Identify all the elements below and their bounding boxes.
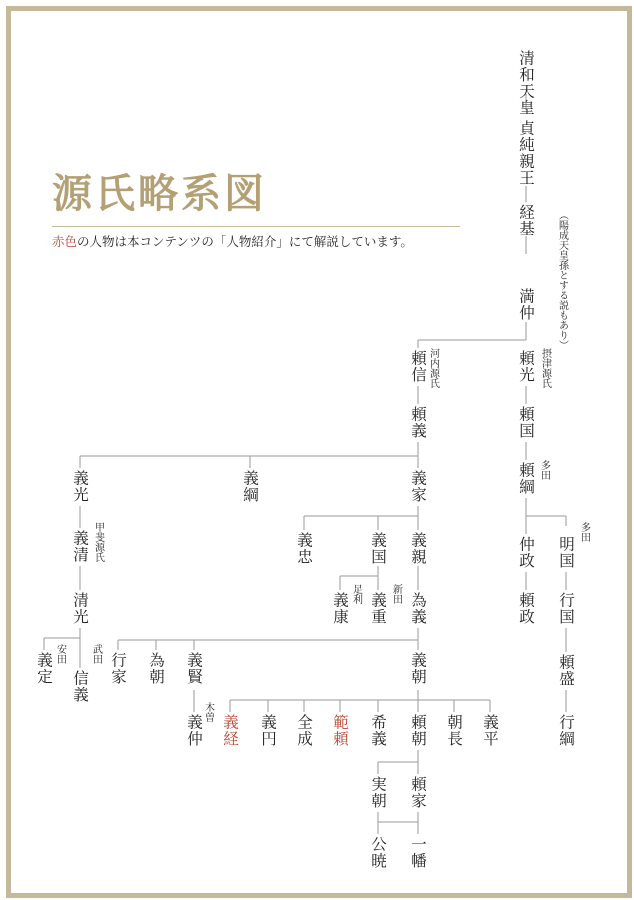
note-takeda: 武田 [90,644,102,664]
note-tada-1: 多田 [538,460,550,480]
person-yorinobu: 頼信 [409,350,427,383]
person-sadazumi-shinno: 貞純親王 [517,120,535,186]
person-yorimitsu: 頼光 [517,350,535,383]
person-mitsunaka: 満仲 [517,288,535,321]
person-yukiie: 行家 [109,652,127,685]
person-yoshikata: 義賢 [185,652,203,685]
person-akikuni: 明国 [557,536,575,569]
person-yoshikuni: 義国 [369,532,387,565]
person-yorikuni: 頼国 [517,406,535,439]
person-yorimasa: 頼政 [517,592,535,625]
person-mareyoshi: 希義 [369,714,387,747]
person-yoshiie: 義家 [409,470,427,503]
person-zenjo: 全成 [295,714,313,747]
note-yasuda: 安田 [54,644,66,664]
person-noriyori: 範頼 [331,714,349,747]
person-yoshitada: 義忠 [295,532,313,565]
person-yorimori: 頼盛 [557,654,575,687]
person-tomonaga: 朝長 [445,714,463,747]
person-seiwa-tenno: 清和天皇 [517,50,535,116]
person-yoritomo: 頼朝 [409,714,427,747]
person-tameyoshi: 為義 [409,592,427,625]
note-settsu-genji: 摂津源氏 [539,348,551,388]
person-kiyomitsu: 清光 [71,592,89,625]
note-nitta: 新田 [390,584,402,604]
person-nakamasa: 仲政 [517,536,535,569]
person-yoshimitsu: 義光 [71,470,89,503]
person-nobuyoshi: 信義 [71,670,89,703]
note-tada-2: 多田 [578,522,590,542]
person-yoshihira: 義平 [481,714,499,747]
person-yoritsuna: 頼綱 [517,462,535,495]
person-tametomo: 為朝 [147,652,165,685]
note-kawachi-genji: 河内源氏 [427,348,439,388]
person-yoshishige: 義重 [369,592,387,625]
person-yoshichika: 義親 [409,532,427,565]
person-yoshisada: 義定 [35,652,53,685]
legend-highlight: 赤色 [52,234,78,249]
person-yoshitsuna: 義綱 [241,470,259,503]
note-kiso: 木曽 [202,702,214,722]
legend-text: の人物は本コンテンツの「人物紹介」にて解説しています。 [77,234,413,249]
person-yoshitomo: 義朝 [409,652,427,685]
person-yukitsuna: 行綱 [557,714,575,747]
page-title: 源氏略系図 [52,170,267,217]
person-sanetomo: 実朝 [369,776,387,809]
note-kai-genji: 甲斐源氏 [92,522,104,562]
person-gien: 義円 [259,714,277,747]
person-kugyo: 公暁 [369,836,387,869]
note-ashikaga: 足利 [350,584,362,604]
person-yoshitsune: 義経 [221,714,239,747]
note-seiwa-lineage: （陽成天皇孫とする説もあり） [556,210,568,350]
person-ichiman: 一幡 [409,836,427,869]
person-yoriie: 頼家 [409,776,427,809]
person-yoshinaka: 義仲 [185,714,203,747]
person-yoshikiyo: 義清 [71,530,89,563]
person-tsunemoto: 経基 [517,204,535,237]
person-yukikuni: 行国 [557,592,575,625]
person-yoriyoshi: 頼義 [409,406,427,439]
person-yoshiyasu: 義康 [331,592,349,625]
